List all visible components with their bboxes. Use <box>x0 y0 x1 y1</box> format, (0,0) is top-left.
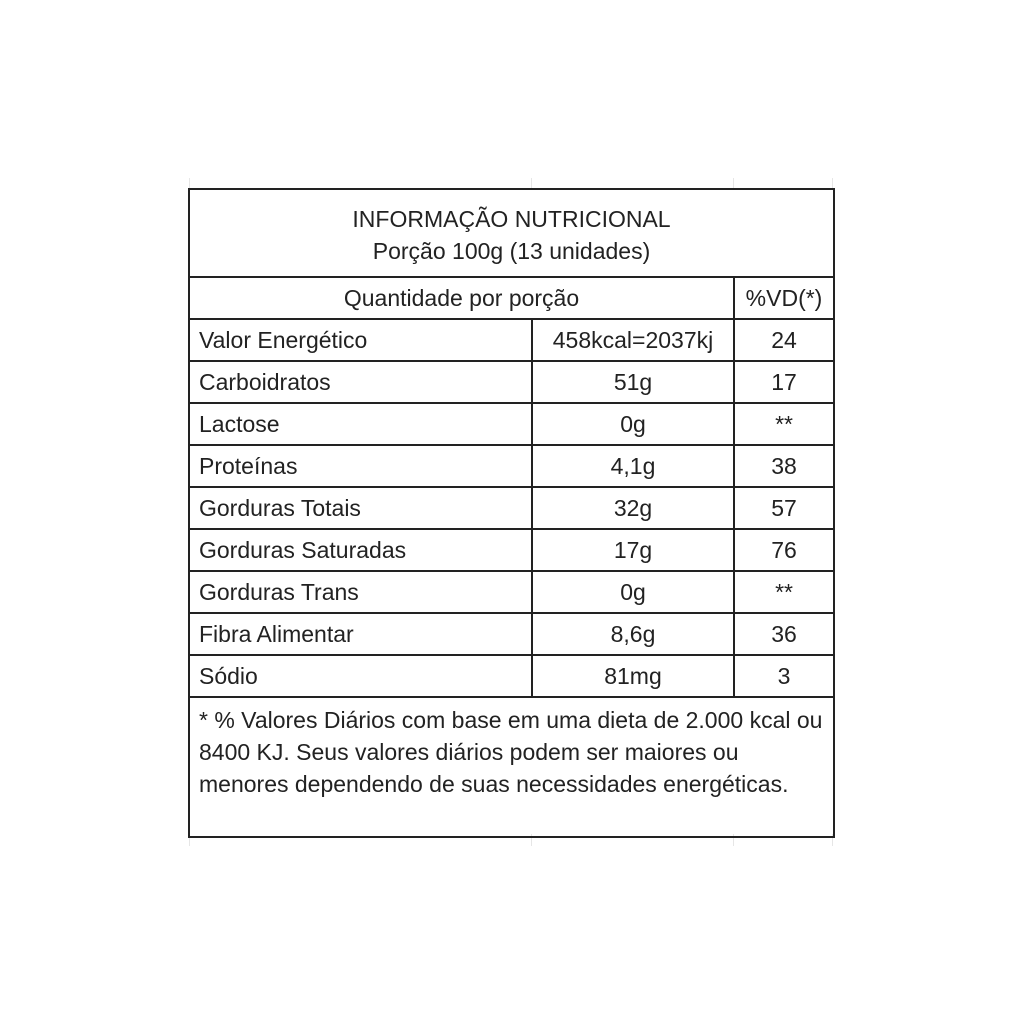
serving-size: Porção 100g (13 unidades) <box>372 238 651 264</box>
nutrient-amount: 4,1g <box>532 445 734 487</box>
nutrient-vd: 76 <box>734 529 834 571</box>
nutrient-vd: 3 <box>734 655 834 697</box>
nutrient-name: Gorduras Saturadas <box>189 529 532 571</box>
header-row <box>189 277 834 319</box>
table-row <box>189 403 834 445</box>
title-cell <box>189 189 834 277</box>
nutrient-vd: 17 <box>734 361 834 403</box>
footnote: * % Valores Diários com base em uma dieta de 2.000 kcal ou 8400 KJ. Seus valores diários podem ser maiores ou menores dependendo de suas necessidades energéticas. <box>189 697 834 837</box>
nutrient-name: Fibra Alimentar <box>189 613 532 655</box>
table-title: INFORMAÇÃO NUTRICIONAL <box>352 206 671 232</box>
nutrient-rows <box>189 319 834 697</box>
nutrient-vd: ** <box>734 403 834 445</box>
nutrient-amount: 458kcal=2037kj <box>532 319 734 361</box>
nutrient-vd: 36 <box>734 613 834 655</box>
nutrient-name: Carboidratos <box>189 361 532 403</box>
table-row <box>189 487 834 529</box>
nutrient-vd: 38 <box>734 445 834 487</box>
header-quantity: Quantidade por porção <box>189 277 734 319</box>
gridline-vd-top <box>733 178 734 188</box>
nutrient-amount: 0g <box>532 571 734 613</box>
nutrient-name: Sódio <box>189 655 532 697</box>
nutrient-name: Gorduras Totais <box>189 487 532 529</box>
table-row <box>189 319 834 361</box>
table-row <box>189 655 834 697</box>
nutrient-vd: 24 <box>734 319 834 361</box>
nutrient-vd: ** <box>734 571 834 613</box>
table-row <box>189 613 834 655</box>
nutrient-amount: 8,6g <box>532 613 734 655</box>
gridline-left-top <box>189 178 190 188</box>
nutrient-vd: 57 <box>734 487 834 529</box>
nutrient-amount: 32g <box>532 487 734 529</box>
nutrient-amount: 51g <box>532 361 734 403</box>
table-row <box>189 529 834 571</box>
gridline-mid-top <box>531 178 532 188</box>
nutrient-name: Proteínas <box>189 445 532 487</box>
nutrition-facts-table <box>188 188 835 838</box>
nutrient-amount: 81mg <box>532 655 734 697</box>
header-vd: %VD(*) <box>734 277 834 319</box>
nutrient-name: Valor Energético <box>189 319 532 361</box>
table-row <box>189 361 834 403</box>
nutrient-amount: 17g <box>532 529 734 571</box>
nutrient-amount: 0g <box>532 403 734 445</box>
footnote-row <box>189 697 834 837</box>
nutrient-name: Lactose <box>189 403 532 445</box>
nutrient-name: Gorduras Trans <box>189 571 532 613</box>
table-row <box>189 571 834 613</box>
table-row <box>189 445 834 487</box>
title-row <box>189 189 834 277</box>
gridline-right-top <box>832 178 833 188</box>
